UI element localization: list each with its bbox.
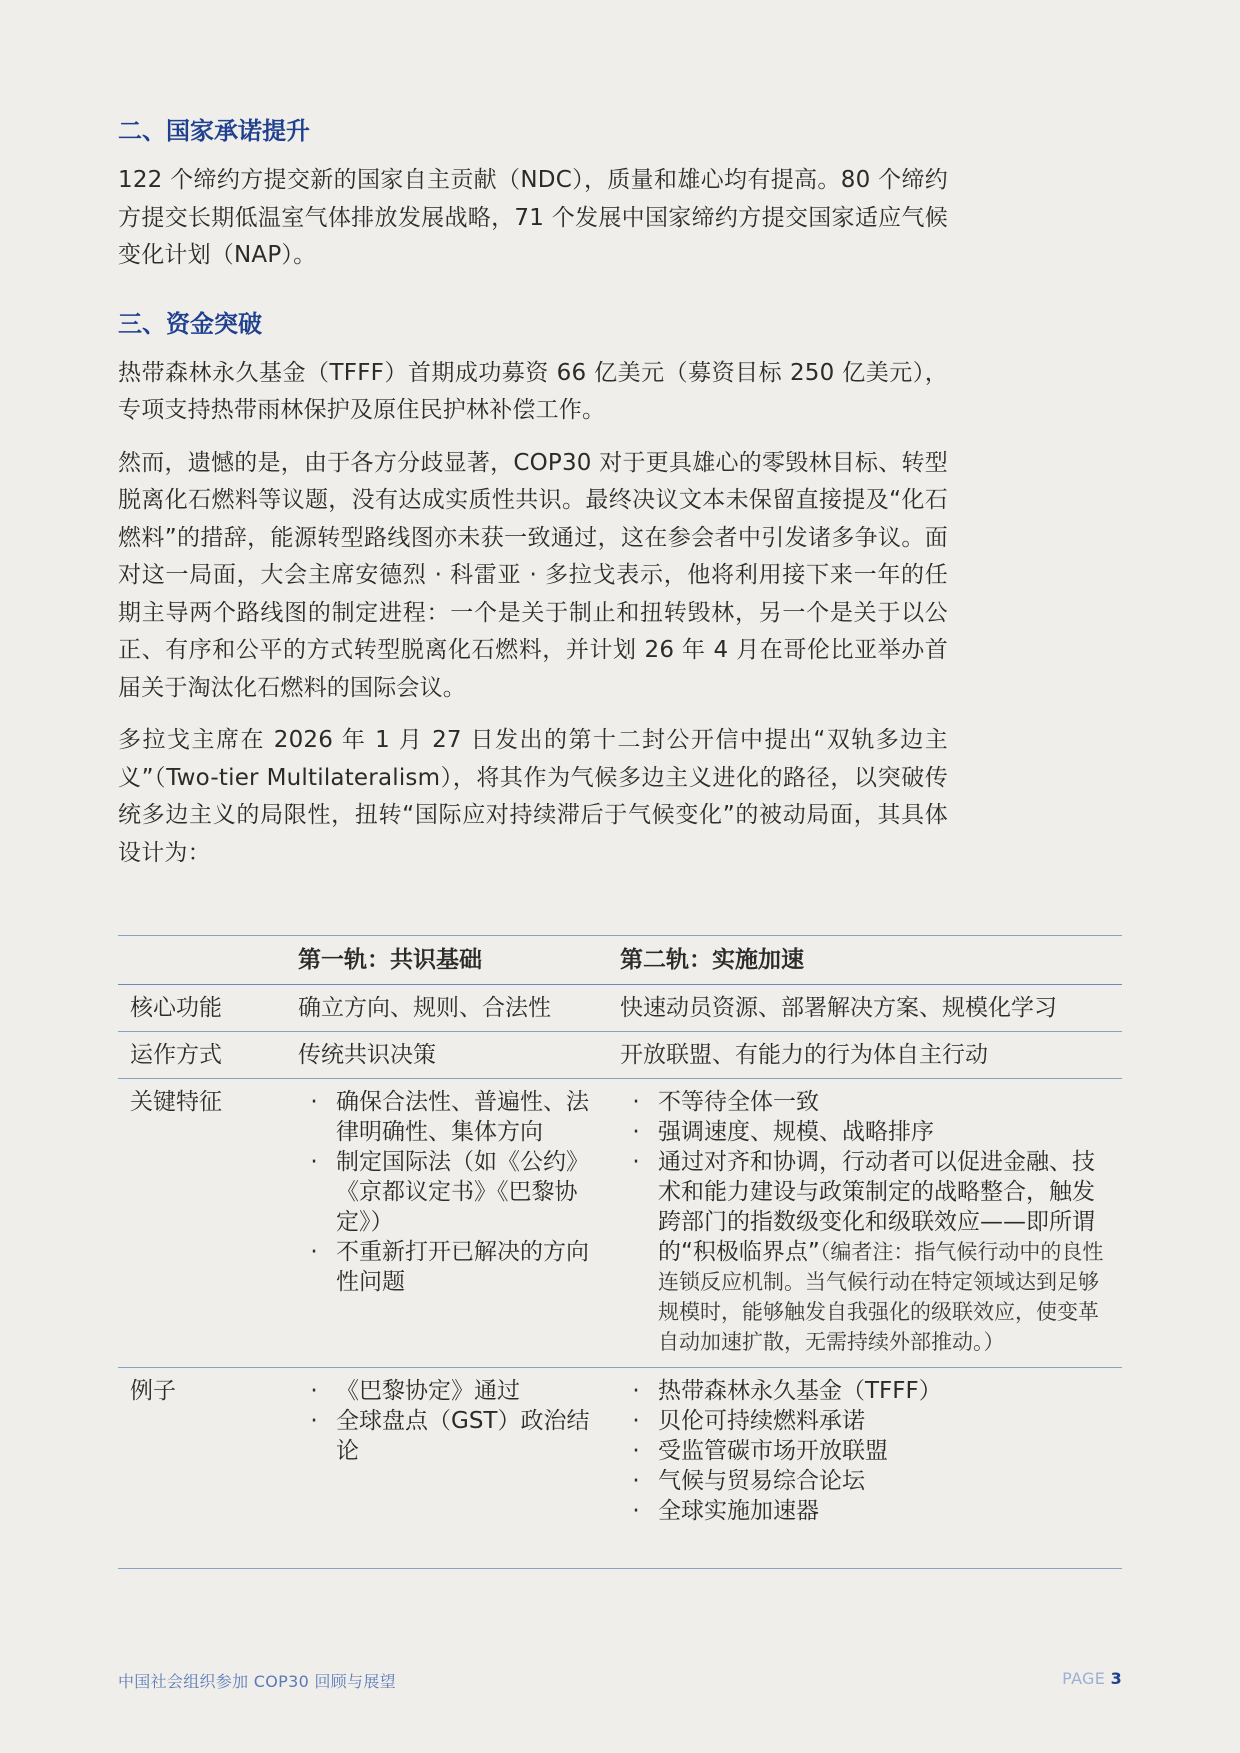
bullet-list [298,1087,596,1297]
bullet-icon: · [632,1149,640,1175]
list-item [298,1406,596,1466]
cell-track1: 传统共识决策 [286,1032,608,1079]
section-heading-commitments: 二、国家承诺提升 [118,117,310,145]
cell-track2: 开放联盟、有能力的行为体自主行动 [608,1032,1122,1079]
list-item [298,1147,596,1237]
list-item-text: 强调速度、规模、战略排序 [658,1119,934,1145]
bullet-icon: · [632,1089,640,1115]
table-row-key-features [118,1079,1122,1368]
page-number-value: 3 [1110,1669,1122,1688]
page-label: PAGE [1062,1669,1106,1688]
list-item-text: 热带森林永久基金（TFFF） [658,1378,942,1404]
two-tier-table [118,935,1122,1569]
list-item-text: 通过对齐和协调，行动者可以促进金融、技术和能力建设与政策制定的战略整合，触发跨部门的指数级变化和级联效应——即所谓的“积极临界点” [658,1149,1095,1265]
list-item [620,1087,1110,1117]
bullet-icon: · [632,1468,640,1494]
table-header-track1: 第一轨：共识基础 [298,947,482,973]
footer-title: 中国社会组织参加 COP30 回顾与展望 [118,1672,396,1691]
list-item-text: 全球盘点（GST）政治结论 [336,1408,590,1464]
list-item [298,1237,596,1297]
section-heading-finance: 三、资金突破 [118,309,262,338]
table-row-examples [118,1368,1122,1569]
main-content [118,108,948,887]
list-item-text: 全球实施加速器 [658,1498,819,1524]
bullet-list [620,1376,1110,1526]
list-item-text: 贝伦可持续燃料承诺 [658,1408,865,1434]
two-tier-table-wrap [118,935,1122,1569]
list-item-text: 确保合法性、普遍性、法律明确性、集体方向 [336,1089,589,1145]
bullet-icon: · [632,1119,640,1145]
list-item-text: 制定国际法（如《公约》《京都议定书》《巴黎协定》） [336,1149,589,1235]
list-item-text: 《巴黎协定》通过 [336,1378,520,1404]
bullet-icon: · [632,1378,640,1404]
bullet-icon: · [310,1378,318,1404]
bullet-icon: · [310,1408,318,1434]
table-header-blank [118,936,286,985]
list-item [620,1466,1110,1496]
cell-track2: 快速动员资源、部署解决方案、规模化学习 [608,985,1122,1032]
table-header-track2: 第二轨：实施加速 [620,947,804,973]
table-row-operation-mode [118,1032,1122,1079]
editor-note: （编者注：指气候行动中的良性连锁反应机制。当气候行动在特定领域达到足够规模时，能够触发自我强化的级联效应，使变革自动加速扩散，无需持续外部推动。） [658,1240,1104,1354]
list-item [620,1376,1110,1406]
bullet-icon: · [310,1089,318,1115]
list-item-text: 气候与贸易综合论坛 [658,1468,865,1494]
list-item-text: 不重新打开已解决的方向性问题 [336,1239,589,1295]
paragraph-tfff: 热带森林永久基金（TFFF）首期成功募资 66 亿美元（募资目标 250 亿美元），专项支持热带雨林保护及原住民护林补偿工作。 [118,359,948,423]
list-item-text: 受监管碳市场开放联盟 [658,1438,888,1464]
cell-track1 [286,1368,608,1569]
list-item [620,1436,1110,1466]
row-label: 例子 [118,1368,286,1569]
page-number [1062,1669,1122,1688]
row-label: 运作方式 [118,1032,286,1079]
paragraph-consensus: 然而，遗憾的是，由于各方分歧显著，COP30 对于更具雄心的零毁林目标、转型脱离化石燃料等议题，没有达成实质性共识。最终决议文本未保留直接提及“化石燃料”的措辞，能源转型路线图亦未获一致通过，这在参会者中引发诸多争议。面对这一局面，大会主席安德烈 · 科雷亚 · 多拉戈表示，他将利用接下来一年的任期主导两个路线图的制定进程：一个是关于制止和扭转毁林，另一个是关于以公正、有序和公平的方式转型脱离化石燃料，并计划 26 年 4 月在哥伦比亚举办首届关于淘汰化石燃料的国际会议。 [118,449,948,701]
bullet-icon: · [632,1498,640,1524]
row-label: 核心功能 [118,985,286,1032]
paragraph-two-tier: 多拉戈主席在 2026 年 1 月 27 日发出的第十二封公开信中提出“双轨多边主义”（Two-tier Multilateralism），将其作为气候多边主义进化的路径，以突破传统多边主义的局限性，扭转“国际应对持续滞后于气候变化”的被动局面，其具体设计为： [118,727,948,866]
bullet-icon: · [632,1408,640,1434]
cell-track2 [608,1079,1122,1368]
list-item [620,1147,1110,1357]
list-item [298,1087,596,1147]
bullet-icon: · [632,1438,640,1464]
bullet-icon: · [310,1239,318,1265]
list-item [620,1406,1110,1436]
table-header-row [118,936,1122,985]
list-item-text: 不等待全体一致 [658,1089,819,1115]
cell-track1: 确立方向、规则、合法性 [286,985,608,1032]
bullet-icon: · [310,1149,318,1175]
row-label: 关键特征 [118,1079,286,1368]
bullet-list [620,1087,1110,1357]
list-item [620,1496,1110,1526]
table-row-core-function [118,985,1122,1032]
cell-track1 [286,1079,608,1368]
paragraph-ndc: 122 个缔约方提交新的国家自主贡献（NDC），质量和雄心均有提高。80 个缔约方提交长期低温室气体排放发展战略，71 个发展中国家缔约方提交国家适应气候变化计划（NAP）。 [118,167,948,268]
cell-track2 [608,1368,1122,1569]
list-item [298,1376,596,1406]
list-item [620,1117,1110,1147]
bullet-list [298,1376,596,1466]
